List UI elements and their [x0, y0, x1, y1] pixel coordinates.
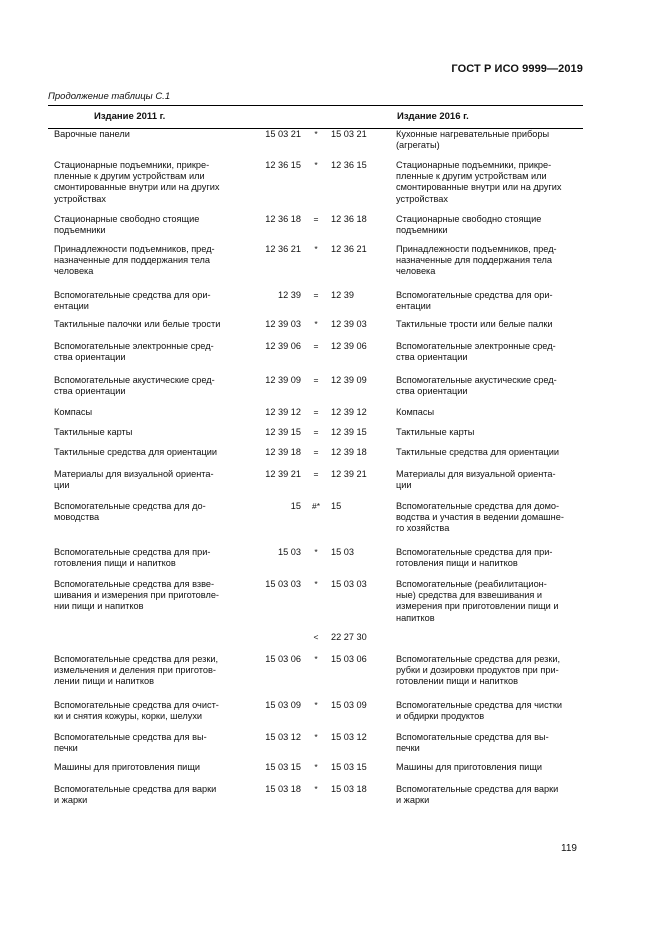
row-2016-name: Вспомогательные средства для чистки и обдирки продуктов: [396, 700, 563, 722]
row-2016-name: Тактильные трости или белые палки: [396, 319, 553, 329]
row-2016-name: Машины для приготовления пищи: [396, 762, 543, 772]
row-2016-name: Вспомогательные электронные сред- ства ориентации: [396, 341, 556, 363]
row-relation-sign: *: [314, 732, 318, 742]
row-2016-code: 12 39 15: [331, 427, 367, 437]
row-2016-name: Компасы: [396, 407, 435, 417]
row-2016-name: Тактильные карты: [396, 427, 475, 437]
row-2011-name: Тактильные карты: [54, 427, 133, 437]
row-2011-code: 15 03 03: [265, 579, 301, 589]
row-2011-name: Принадлежности подъемников, пред- назначенные для поддержания тела человека: [54, 244, 215, 277]
row-2016-code: 15 03 15: [331, 762, 367, 772]
row-2016-code: 15 03 06: [331, 654, 367, 664]
row-2016-code: 15 03 03: [331, 579, 367, 589]
row-2011-code: 12 39 06: [265, 341, 301, 351]
row-2016-code: 12 39 09: [331, 375, 367, 385]
row-relation-sign: *: [314, 129, 318, 139]
row-2011-code: 15 03 09: [265, 700, 301, 710]
row-2011-code: 12 36 15: [265, 160, 301, 170]
row-2011-name: Вспомогательные средства для вы- печки: [54, 732, 207, 754]
row-relation-sign: =: [313, 447, 319, 457]
row-relation-sign: *: [314, 784, 318, 794]
page-number: 119: [561, 843, 577, 854]
row-relation-sign: =: [313, 375, 319, 385]
row-2016-name: Вспомогательные средства для резки, рубки и дозировки продуктов при при- готовлении пищи и напитков: [396, 654, 561, 687]
row-2016-name: Материалы для визуальной ориента- ции: [396, 469, 556, 491]
row-2011-name: Вспомогательные средства для очист- ки и снятия кожуры, корки, шелухи: [54, 700, 219, 722]
row-2011-code: 12 39 15: [265, 427, 301, 437]
row-2016-name: Стационарные свободно стоящие подъемники: [396, 214, 542, 236]
row-2011-code: 12 39 12: [265, 407, 301, 417]
document-code: ГОСТ Р ИСО 9999—2019: [451, 63, 583, 75]
row-2016-code: 12 36 21: [331, 244, 367, 254]
row-2016-name: Вспомогательные (реабилитацион- ные) средства для взвешивания и измерения при приготовлении пищи и напитков: [396, 579, 559, 623]
row-relation-sign: *: [314, 762, 318, 772]
row-relation-sign: <: [313, 632, 319, 642]
row-2011-code: 15 03 18: [265, 784, 301, 794]
row-2016-name: Вспомогательные акустические сред- ства ориентации: [396, 375, 557, 397]
row-2011-code: 12 39: [278, 290, 301, 300]
row-2011-code: 12 36 18: [265, 214, 301, 224]
row-relation-sign: =: [313, 427, 319, 437]
row-2011-code: 12 39 18: [265, 447, 301, 457]
row-2016-name: Вспомогательные средства для при- готовления пищи и напитков: [396, 547, 553, 569]
row-2011-name: Тактильные средства для ориентации: [54, 447, 217, 457]
row-2011-name: Стационарные подъемники, прикре- пленные к другим устройствам или смонтированные внутри или на других устройствах: [54, 160, 220, 204]
row-2011-code: 12 36 21: [265, 244, 301, 254]
row-relation-sign: =: [313, 407, 319, 417]
row-2011-name: Вспомогательные средства для взве- шивания и измерения при приготовле- нии пищи и напитков: [54, 579, 219, 612]
row-2016-name: Стационарные подъемники, прикре- пленные к другим устройствам или смонтированные внутри или на других устройствах: [396, 160, 562, 204]
row-2016-name: Вспомогательные средства для вы- печки: [396, 732, 549, 754]
row-2016-code: 15 03 09: [331, 700, 367, 710]
row-2016-code: 12 39 12: [331, 407, 367, 417]
row-2011-name: Вспомогательные акустические сред- ства ориентации: [54, 375, 215, 397]
row-2011-name: Компасы: [54, 407, 93, 417]
row-2011-code: 15 03 12: [265, 732, 301, 742]
row-2016-code: 12 36 18: [331, 214, 367, 224]
row-2016-code: 12 39 18: [331, 447, 367, 457]
row-2011-name: Тактильные палочки или белые трости: [54, 319, 221, 329]
row-relation-sign: *: [314, 654, 318, 664]
row-2011-code: 12 39 03: [265, 319, 301, 329]
row-relation-sign: =: [313, 341, 319, 351]
row-2016-code: 12 39: [331, 290, 354, 300]
row-relation-sign: =: [313, 214, 319, 224]
row-relation-sign: *: [314, 244, 318, 254]
table-caption: Продолжение таблицы С.1: [48, 91, 171, 102]
row-2011-code: 15 03 15: [265, 762, 301, 772]
row-relation-sign: *: [314, 319, 318, 329]
row-2011-code: 12 39 09: [265, 375, 301, 385]
row-2011-name: Материалы для визуальной ориента- ции: [54, 469, 214, 491]
row-2011-name: Вспомогательные средства для варки и жарки: [54, 784, 217, 806]
row-2016-code: 15 03 21: [331, 129, 367, 139]
row-2016-code: 12 39 06: [331, 341, 367, 351]
row-2016-name: Вспомогательные средства для ори- ентации: [396, 290, 553, 312]
row-relation-sign: *: [314, 160, 318, 170]
row-relation-sign: *: [314, 700, 318, 710]
row-2011-name: Вспомогательные средства для при- готовления пищи и напитков: [54, 547, 211, 569]
row-2016-name: Кухонные нагревательные приборы (агрегаты): [396, 129, 550, 151]
row-relation-sign: *: [314, 579, 318, 589]
row-2011-name: Вспомогательные средства для до- моводства: [54, 501, 206, 523]
row-relation-sign: =: [313, 290, 319, 300]
row-2011-code: 15: [290, 501, 301, 511]
row-2011-name: Стационарные свободно стоящие подъемники: [54, 214, 200, 236]
row-relation-sign: *: [314, 547, 318, 557]
row-2011-code: 15 03 06: [265, 654, 301, 664]
row-2011-name: Варочные панели: [54, 129, 130, 139]
row-2016-name: Тактильные средства для ориентации: [396, 447, 559, 457]
row-2016-code: 15 03 18: [331, 784, 367, 794]
column-header-2016: Издание 2016 г.: [397, 111, 469, 122]
row-2011-name: Машины для приготовления пищи: [54, 762, 201, 772]
table-header: [48, 105, 583, 129]
row-relation-sign: #*: [311, 501, 321, 511]
row-2016-code: 15: [331, 501, 342, 511]
row-2011-name: Вспомогательные средства для ори- ентации: [54, 290, 211, 312]
row-2011-code: 15 03: [278, 547, 301, 557]
row-2011-name: Вспомогательные электронные сред- ства ориентации: [54, 341, 214, 363]
column-header-2011: Издание 2011 г.: [94, 111, 166, 122]
row-2011-code: 12 39 21: [265, 469, 301, 479]
row-2016-code: 22 27 30: [331, 632, 367, 642]
row-relation-sign: =: [313, 469, 319, 479]
row-2016-name: Вспомогательные средства для домо- водства и участия в ведении домашне- го хозяйства: [396, 501, 564, 534]
row-2016-code: 15 03 12: [331, 732, 367, 742]
row-2011-name: Вспомогательные средства для резки, измельчения и деления при приготов- лении пищи и напитков: [54, 654, 219, 687]
row-2016-name: Принадлежности подъемников, пред- назначенные для поддержания тела человека: [396, 244, 557, 277]
row-2016-name: Вспомогательные средства для варки и жарки: [396, 784, 559, 806]
row-2016-code: 15 03: [331, 547, 354, 557]
correspondence-table: [48, 105, 583, 806]
row-2016-code: 12 39 03: [331, 319, 367, 329]
row-2016-code: 12 39 21: [331, 469, 367, 479]
row-2016-code: 12 36 15: [331, 160, 367, 170]
row-2011-code: 15 03 21: [265, 129, 301, 139]
